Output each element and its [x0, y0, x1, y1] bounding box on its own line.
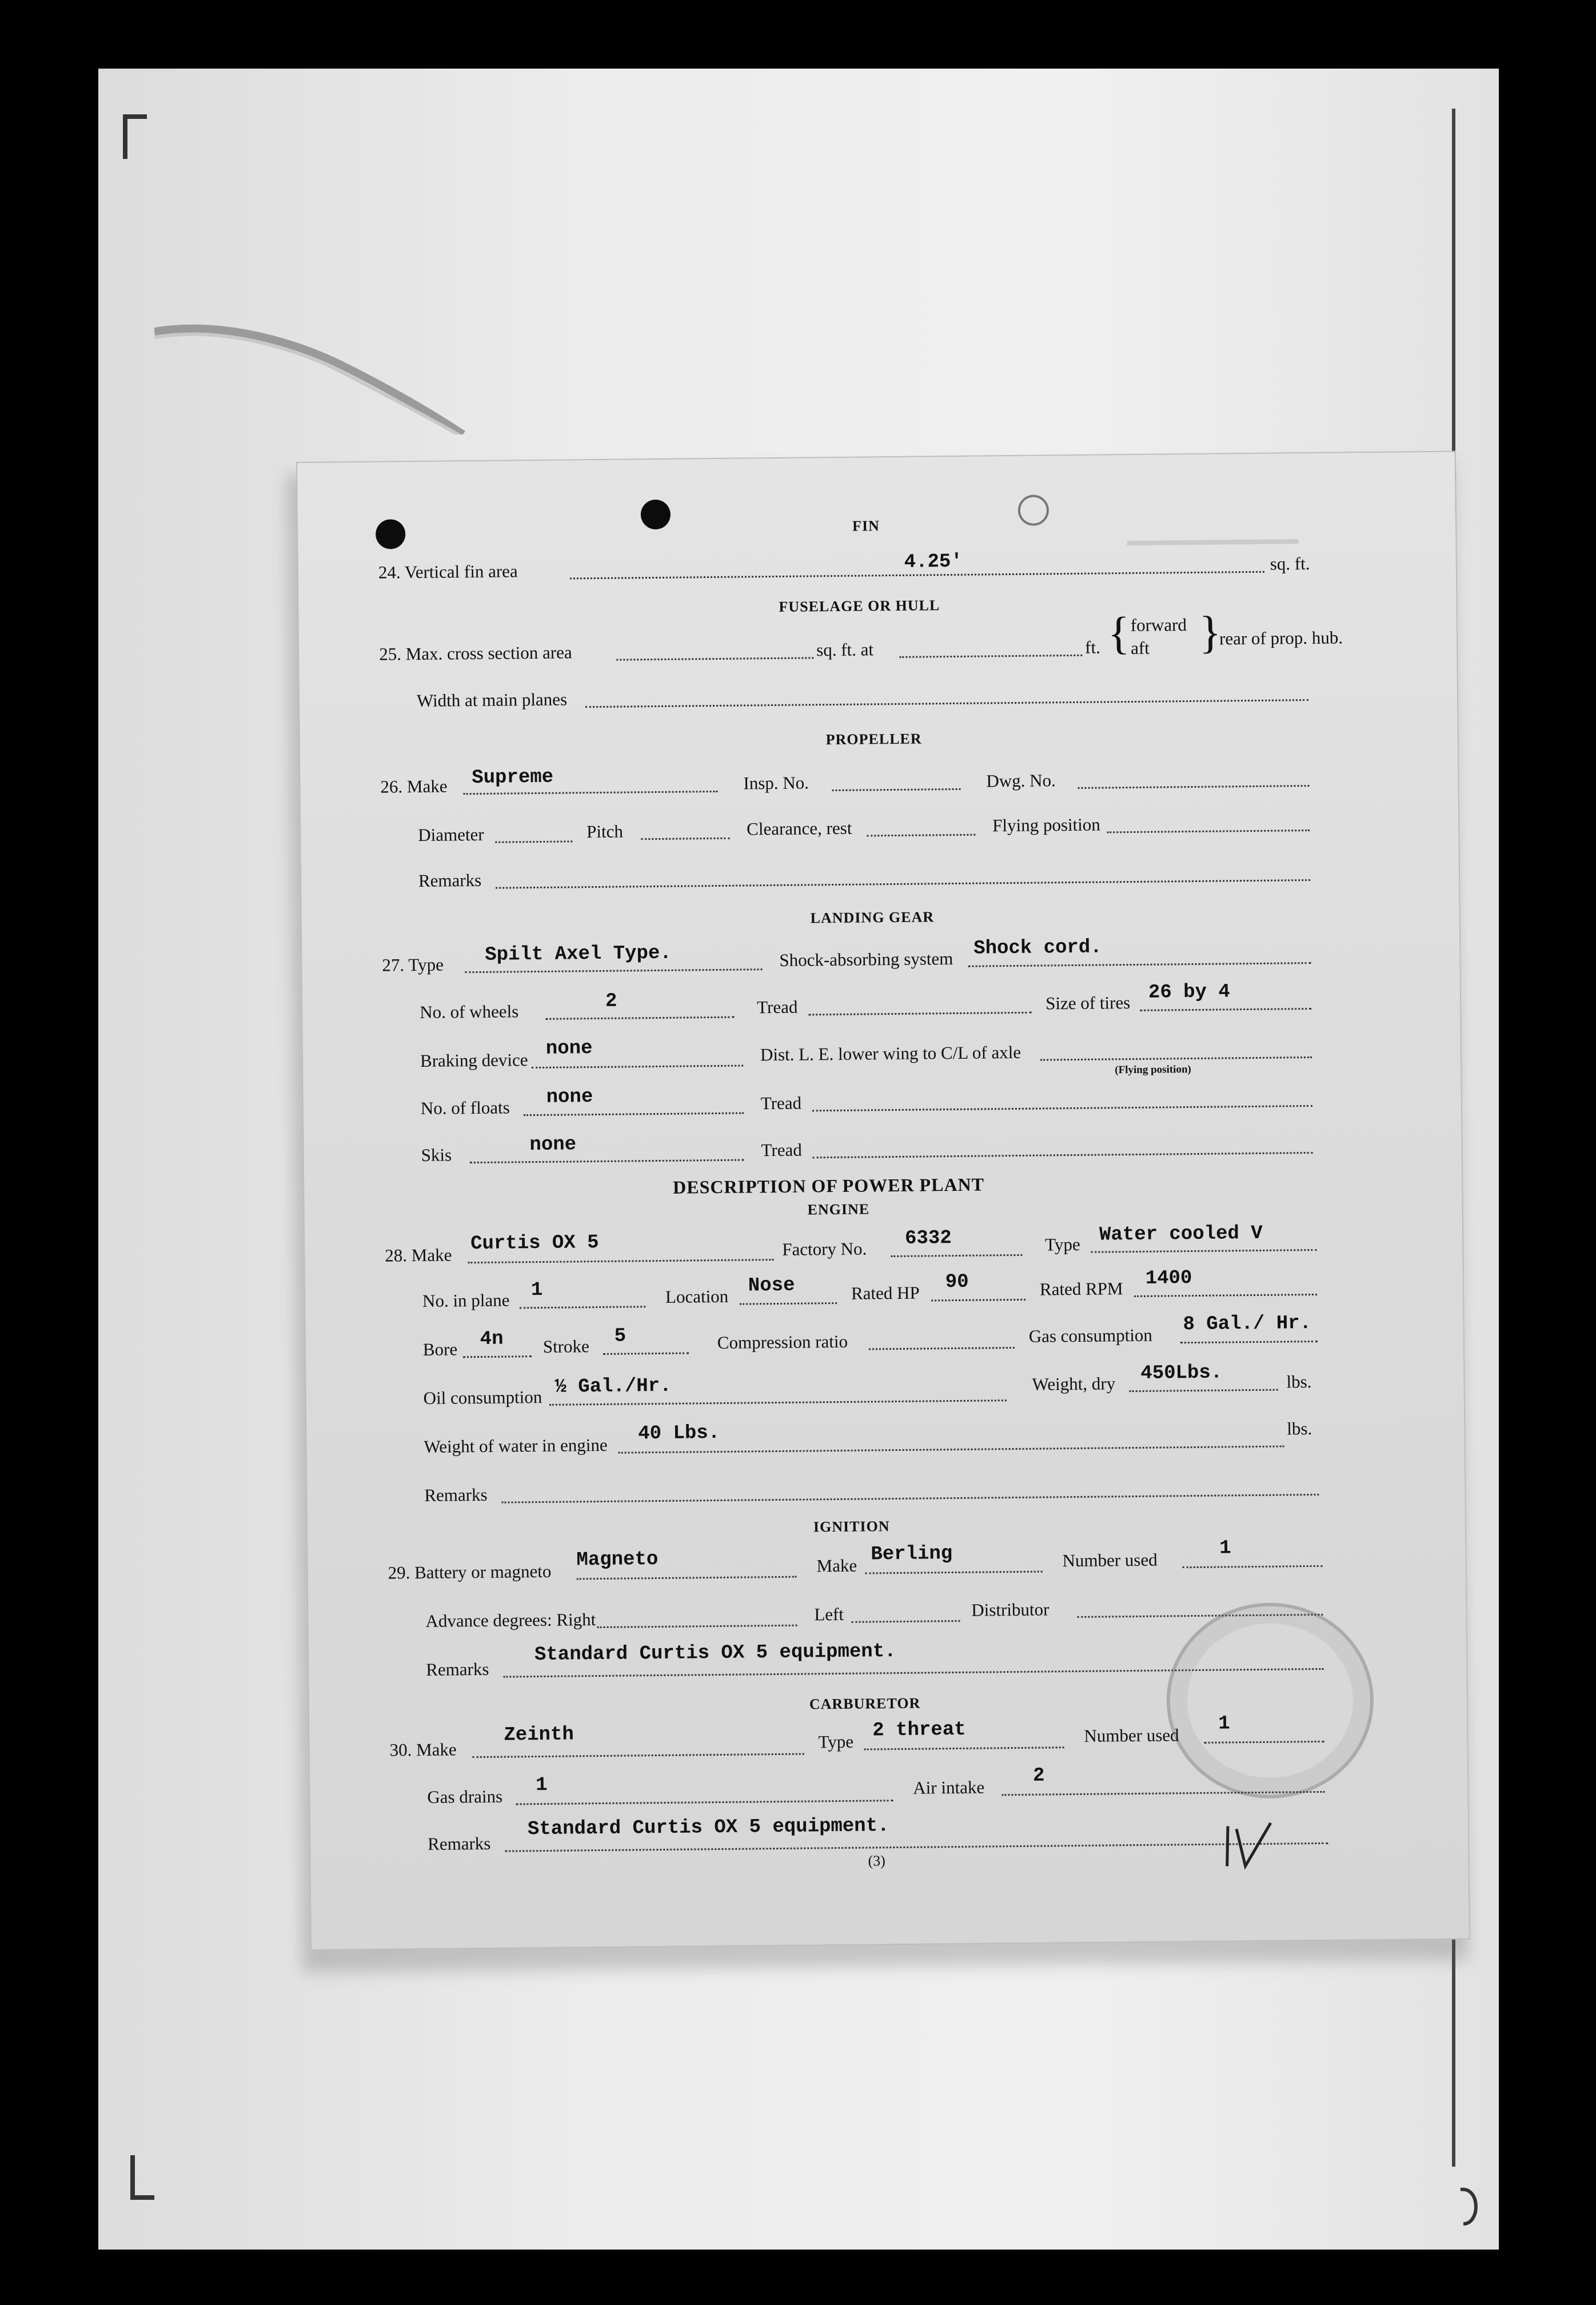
fill-line — [532, 1065, 743, 1069]
rated-rpm-label: Rated RPM — [1039, 1278, 1123, 1299]
water-weight-label: Weight of water in engine — [424, 1434, 608, 1457]
width-at-main-planes-label: Width at main planes — [416, 689, 568, 711]
fill-line — [641, 838, 729, 840]
fill-line — [812, 1105, 1312, 1111]
handwritten-check-mark — [1222, 1820, 1280, 1872]
fill-line — [1183, 1565, 1323, 1568]
corner-mark-icon — [1455, 2184, 1483, 2230]
no-of-floats-label: No. of floats — [420, 1097, 510, 1118]
page-number: (3) — [868, 1852, 885, 1869]
fill-line — [1078, 785, 1310, 789]
fill-line — [501, 1494, 1319, 1504]
fill-line — [468, 1259, 773, 1263]
item-24-label: 24. Vertical fin area — [378, 561, 518, 583]
section-propeller: PROPELLER — [825, 730, 922, 748]
carburetor-remarks-label: Remarks — [428, 1833, 491, 1854]
engine-remarks-label: Remarks — [424, 1484, 488, 1505]
sq-ft-at-label: sq. ft. at — [816, 639, 874, 660]
location-value: Nose — [748, 1274, 795, 1297]
fill-line — [524, 1112, 744, 1116]
section-engine: ENGINE — [807, 1201, 870, 1218]
fill-line — [516, 1800, 893, 1805]
no-of-floats-value: none — [546, 1086, 593, 1108]
floats-tread-label: Tread — [760, 1092, 802, 1114]
fill-line — [619, 1446, 1284, 1454]
location-label: Location — [665, 1286, 729, 1307]
skis-tread-label: Tread — [761, 1139, 802, 1161]
official-seal-stamp — [1166, 1602, 1374, 1799]
dist-le-label: Dist. L. E. lower wing to C/L of axle — [760, 1042, 1022, 1065]
fill-line — [1134, 1294, 1317, 1297]
engine-make-value: Curtis OX 5 — [470, 1231, 599, 1255]
fill-line — [864, 1746, 1064, 1750]
air-intake-value: 2 — [1032, 1765, 1045, 1787]
carburetor-number-used-label: Number used — [1084, 1725, 1179, 1746]
carburetor-remarks-value: Standard Curtis OX 5 equipment. — [527, 1815, 889, 1841]
forward-label: forward — [1130, 615, 1187, 636]
flying-position-label: Flying position — [992, 814, 1100, 836]
fill-line — [813, 1152, 1313, 1158]
item-25-label: 25. Max. cross section area — [379, 642, 572, 664]
braking-device-label: Braking device — [420, 1050, 528, 1071]
compression-ratio-label: Compression ratio — [717, 1331, 848, 1353]
fill-line — [865, 1571, 1043, 1574]
item-28-label: 28. Make — [385, 1245, 452, 1266]
fill-line — [740, 1302, 837, 1305]
propeller-remarks-label: Remarks — [418, 870, 482, 891]
oil-consumption-label: Oil consumption — [423, 1386, 542, 1408]
gas-consumption-value: 8 Gal./ Hr. — [1183, 1313, 1312, 1336]
crop-mark-top-left — [123, 114, 147, 159]
skis-label: Skis — [421, 1144, 452, 1165]
fill-line — [463, 1355, 532, 1358]
braking-device-value: none — [545, 1038, 593, 1060]
insp-no-label: Insp. No. — [743, 772, 809, 793]
ignition-number-used-label: Number used — [1062, 1549, 1158, 1571]
fill-line — [597, 1625, 797, 1628]
dwg-no-label: Dwg. No. — [986, 770, 1056, 791]
no-of-wheels-value: 2 — [605, 990, 617, 1012]
shock-absorbing-label: Shock-absorbing system — [779, 948, 953, 970]
crop-mark-bottom-left — [130, 2155, 154, 2200]
vertical-fin-area-value: 4.25' — [904, 551, 963, 573]
fill-line — [577, 1576, 797, 1580]
advance-degrees-label: Advance degrees: Right — [425, 1609, 596, 1631]
fill-line — [832, 788, 961, 791]
gas-drains-value: 1 — [536, 1774, 548, 1797]
fill-line — [867, 834, 975, 837]
no-in-plane-label: No. in plane — [422, 1290, 510, 1311]
size-of-tires-value: 26 by 4 — [1148, 981, 1230, 1004]
air-intake-label: Air intake — [913, 1777, 985, 1798]
fill-line — [470, 1159, 744, 1164]
rear-of-prop-hub-label: rear of prop. hub. — [1219, 627, 1343, 649]
fill-line — [545, 1016, 734, 1020]
fill-line — [1107, 830, 1310, 833]
flying-position-note: (Flying position) — [1115, 1063, 1191, 1076]
fill-line — [968, 962, 1311, 967]
water-weight-value: 40 Lbs. — [638, 1422, 720, 1445]
carburetor-type-label: Type — [818, 1731, 854, 1752]
rated-rpm-value: 1400 — [1145, 1267, 1192, 1290]
diameter-label: Diameter — [418, 824, 484, 846]
section-ignition: IGNITION — [813, 1518, 890, 1536]
item-27-label: 27. Type — [382, 954, 444, 975]
pitch-label: Pitch — [586, 821, 624, 842]
stroke-value: 5 — [614, 1325, 627, 1347]
ignition-make-label: Make — [816, 1555, 857, 1576]
factory-no-label: Factory No. — [782, 1238, 867, 1259]
fill-line — [473, 1753, 804, 1758]
ignition-number-used-value: 1 — [1219, 1537, 1231, 1560]
rated-hp-value: 90 — [945, 1271, 969, 1294]
fill-line — [1130, 1389, 1278, 1392]
rated-hp-label: Rated HP — [851, 1282, 920, 1303]
weight-dry-unit: lbs. — [1286, 1371, 1312, 1392]
propeller-make-value: Supreme — [472, 766, 554, 789]
carburetor-make-value: Zeinth — [504, 1724, 574, 1746]
fill-line — [495, 840, 572, 843]
fill-line — [1040, 1056, 1312, 1061]
fill-line — [851, 1620, 960, 1623]
punch-hole — [641, 500, 671, 529]
clearance-rest-label: Clearance, rest — [747, 817, 852, 839]
fill-line — [616, 657, 813, 660]
fill-line — [496, 879, 1310, 889]
ignition-remarks-value: Standard Curtis OX 5 equipment. — [534, 1641, 896, 1666]
form-page: FIN 24. Vertical fin area 4.25' sq. ft. FUSELAGE OR HULL 25. Max. cross section area sq. ft. at ft. { forward aft } rear of prop. hub. Width at main planes PROPELLER 26. Make Supreme Insp. No. Dwg. No. Diameter Pitch Clearance, rest Flying position Remarks LANDING GEAR 27. Type Spilt Axel Type. Shock-absorbing system Shock cord. No. of wheels 2 Tread Size of tires 26 by 4 Braking device none Dist. L. E. lower wing to C/L of axle (Flying position) No. of floats none Tread Skis none Tread DESCRIPTION OF POWER PLANT ENGINE 28. Make Curtis OX 5 Factory No. 6332 Type Water cooled V No. in plane 1 Location Nose Rated HP 90 Rated RPM 1400 Bore 4n Stroke 5 Compression ratio Gas consumption 8 Gal./ Hr. Oil consumption ½ Gal./Hr. Weight, dry 450Lbs. lbs. Weight of water in engine 40 Lbs. lbs. Remarks IGNITION 29. Battery or magneto Magneto Make Berling Number used 1 Advance degrees: Right Left Distributor Remarks Standard Curtis OX 5 equipment. CARBURETOR 30. Make Zeinth Type 2 threat Number used 1 Gas drains 1 Air intake 2 Remarks Standard Curtis OX 5 equipment. (3) — [297, 452, 1469, 1949]
distributor-label: Distributor — [971, 1599, 1050, 1620]
fill-line — [1140, 1008, 1311, 1011]
item-29-label: 29. Battery or magneto — [388, 1561, 552, 1583]
section-fuselage: FUSELAGE OR HULL — [779, 597, 940, 615]
fill-line — [549, 1399, 1007, 1406]
fill-line — [603, 1352, 689, 1354]
engine-type-value: Water cooled V — [1099, 1222, 1263, 1246]
landing-gear-type-value: Spilt Axel Type. — [485, 942, 672, 966]
fill-line — [808, 1012, 1031, 1016]
fill-line — [899, 655, 1082, 658]
fill-line — [1091, 1249, 1316, 1253]
fill-line — [464, 791, 718, 795]
stroke-label: Stroke — [542, 1336, 589, 1357]
fill-line — [891, 1254, 1022, 1257]
fill-line — [520, 1306, 645, 1309]
skis-value: none — [529, 1134, 577, 1157]
binding-string — [154, 320, 469, 434]
section-carburetor: CARBURETOR — [809, 1694, 921, 1713]
shock-absorbing-value: Shock cord. — [973, 936, 1102, 960]
ignition-remarks-label: Remarks — [426, 1658, 489, 1680]
engine-type-label: Type — [1045, 1234, 1080, 1255]
section-power-plant: DESCRIPTION OF POWER PLANT — [673, 1174, 985, 1198]
no-in-plane-value: 1 — [530, 1279, 543, 1302]
water-weight-unit: lbs. — [1287, 1418, 1312, 1439]
advance-left-label: Left — [814, 1604, 844, 1625]
ft-label: ft. — [1084, 637, 1101, 657]
fill-line — [585, 699, 1308, 708]
bore-value: 4n — [480, 1328, 504, 1351]
weight-dry-label: Weight, dry — [1032, 1373, 1116, 1394]
fill-line — [1180, 1341, 1318, 1343]
section-landing-gear: LANDING GEAR — [810, 908, 935, 927]
punch-hole — [1018, 495, 1050, 526]
aft-label: aft — [1131, 637, 1150, 659]
fill-line — [465, 968, 763, 973]
carburetor-number-used-value: 1 — [1218, 1713, 1230, 1735]
weight-dry-value: 450Lbs. — [1140, 1362, 1223, 1385]
gas-consumption-label: Gas consumption — [1028, 1325, 1153, 1346]
fill-line — [869, 1347, 1015, 1350]
fill-line — [505, 1843, 1328, 1852]
carburetor-type-value: 2 threat — [872, 1718, 966, 1742]
ignition-make-value: Berling — [871, 1543, 953, 1566]
tread-label: Tread — [757, 996, 798, 1018]
factory-no-value: 6332 — [904, 1227, 952, 1250]
section-fin: FIN — [852, 517, 880, 535]
bore-label: Bore — [422, 1339, 458, 1359]
oil-consumption-value: ½ Gal./Hr. — [554, 1375, 672, 1398]
gas-drains-label: Gas drains — [427, 1786, 503, 1807]
battery-magneto-value: Magneto — [576, 1549, 659, 1572]
no-of-wheels-label: No. of wheels — [420, 1001, 519, 1022]
item-30-label: 30. Make — [389, 1739, 457, 1760]
item-26-label: 26. Make — [380, 776, 448, 797]
sq-ft-unit: sq. ft. — [1270, 553, 1310, 574]
fill-line — [931, 1299, 1026, 1302]
punch-hole — [376, 519, 405, 549]
size-of-tires-label: Size of tires — [1045, 992, 1131, 1014]
